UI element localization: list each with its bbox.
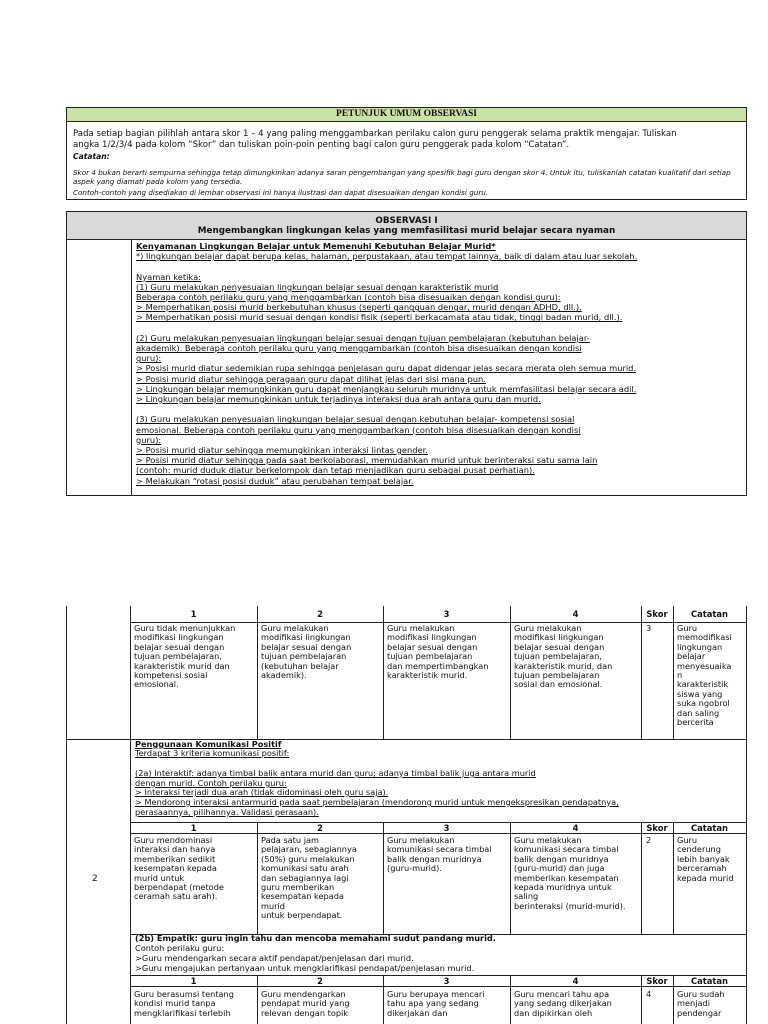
observasi-box xyxy=(66,211,747,496)
section-2b-line-2: Contoh perilaku guru: xyxy=(135,943,225,953)
section-2-title: Penggunaan Komunikasi Positif xyxy=(135,739,282,749)
observasi-line: Beberapa contoh perilaku guru yang menggambarkan (contoh bisa disesuaikan dengan kondisi guru): xyxy=(136,292,561,302)
petunjuk-line-1: Pada setiap bagian pilihlah antara skor 1 – 4 yang paling menggambarkan perilaku calon guru penggerak selama praktik mengajar. Tuliskan xyxy=(73,129,677,139)
b-header-skor: Skor xyxy=(646,976,668,986)
row2b-cell-1: Guru berasumsi tentang kondisi murid tanpa mengklarifikasi terlebih xyxy=(134,989,234,1018)
observasi-line: (2) Guru melakukan penyesuaian lingkungan belajar sesuai dengan tujuan pembelajaran (kebutuhan belajar- xyxy=(136,332,590,343)
observasi-line: > Memperhatikan posisi murid sesuai dengan kondisi fisik (seperti berkacamata atau tidak, tinggi badan murid, dll.). xyxy=(136,312,623,323)
row1-skor: 3 xyxy=(646,623,652,633)
row2a-catatan: Guru cenderung lebih banyak berceramah kepada murid xyxy=(677,835,734,883)
observasi-line: > Posisi murid diatur sehingga peragaan guru dapat dilihat jelas dari sisi mana pun. xyxy=(136,373,486,384)
a-header-4: 4 xyxy=(572,823,579,833)
observasi-subtitle: Mengembangkan lingkungan kelas yang memfasilitasi murid belajar secara nyaman xyxy=(197,226,616,236)
section-2a-line-1: (2a) Interaktif: adanya timbal balik antara murid dan guru; adanya timbal balik juga antara murid xyxy=(135,768,536,778)
row2a-cell-2: Pada satu jam pelajaran, sebagiannya (50%) guru melakukan komunikasi satu arah dan sebagiannya lagi guru memberikan kesempatan kepada murid untuk berpendapat. xyxy=(261,835,357,921)
row2b-cell-2: Guru mendengarkan pendapat murid yang relevan dengan topik xyxy=(261,989,350,1018)
row1-cell-1: Guru tidak menunjukkan modifikasi lingkungan belajar sesuai dengan tujuan pembelajaran, karakteristik murid dan kompetensi sosial emosional. xyxy=(134,623,236,690)
observasi-line: > Melakukan “rotasi posisi duduk” atau perubahan tempat belajar. xyxy=(136,475,414,486)
col-header-catatan: Catatan xyxy=(690,609,729,619)
observasi-line: > Posisi murid diatur sehingga memungkinkan interaksi lintas gender. xyxy=(136,445,428,455)
section-2-lead: Terdapat 3 kriteria komunikasi positif: xyxy=(135,748,290,758)
row2a-cell-1: Guru mendominasi interaksi dan hanya memberikan sedikit kesempatan kepada murid untuk berpendapat (metode ceramah satu arah). xyxy=(134,835,224,902)
observasi-line: (3) Guru melakukan penyesuaian lingkungan belajar sesuai dengan kebutuhan belajar- kompetensi sosial xyxy=(136,414,575,425)
a-header-catatan: Catatan xyxy=(690,823,729,833)
observasi-line: > Lingkungan belajar memungkinkan untuk terjadinya interaksi dua arah antara guru dan murid. xyxy=(136,394,541,404)
b-header-3: 3 xyxy=(443,976,450,986)
observasi-header xyxy=(67,212,746,240)
petunjuk-title: PETUNJUK UMUM OBSERVASI xyxy=(67,108,746,122)
section-2a-line-4: > Mendorong interaksi antarmurid pada saat pembelajaran (mendorong murid untuk mengekspresikan pendapatnya, xyxy=(135,797,619,807)
a-header-2: 2 xyxy=(317,823,323,833)
section-2a-line-3: > Interaksi terjadi dua arah (tidak didominasi oleh guru saja). xyxy=(135,787,389,797)
row2a-skor: 2 xyxy=(646,835,652,845)
observasi-title: OBSERVASI I xyxy=(375,216,438,226)
b-header-4: 4 xyxy=(572,976,579,986)
col-header-2: 2 xyxy=(317,609,323,619)
row1-cell-3: Guru melakukan modifikasi lingkungan belajar sesuai dengan tujuan pembelajaran dan mempertimbangkan karakteristik murid. xyxy=(387,623,489,681)
observasi-line: guru): xyxy=(136,434,162,445)
section-2-number: 2 xyxy=(92,874,98,884)
section-2b-line-4: >Guru mengajukan pertanyaan untuk mengklarifikasi pendapat/penjelasan murid. xyxy=(135,963,475,973)
a-header-1: 1 xyxy=(190,823,197,833)
row1-cell-2: Guru melakukan modifikasi lingkungan belajar sesuai dengan tujuan pembelajaran (kebutuhan belajar akademik). xyxy=(261,623,352,681)
observasi-line: akademik). Beberapa contoh perilaku guru yang menggambarkan (contoh bisa disesuaikan dengan kondisi xyxy=(136,343,582,353)
observasi-line: guru): xyxy=(136,353,162,364)
row2b-cell-4: Guru mencari tahu apa yang sedang dikerjakan dan dipikirkan oleh xyxy=(514,989,612,1018)
rubric-table xyxy=(66,606,747,1024)
petunjuk-note-1a: Skor 4 bukan berarti sempurna sehingga tetap dimungkinkan adanya saran pengembangan yang spesifik bagi guru dengan skor 4. Untuk itu, tuliskanlah catatan kualitatif dari setiap xyxy=(73,168,731,177)
col-header-1: 1 xyxy=(190,609,197,619)
col-header-4: 4 xyxy=(572,609,579,619)
col-header-skor: Skor xyxy=(646,609,668,619)
petunjuk-box xyxy=(66,107,747,200)
observasi-line: > Posisi murid diatur sehingga pada saat berkolaborasi, memudahkan murid untuk berinteraksi satu sama lain xyxy=(136,455,598,466)
row1-cell-4: Guru melakukan modifikasi lingkungan belajar sesuai dengan tujuan pembelajaran, karakteristik murid, dan tujuan pembelajaran sosial dan emosional. xyxy=(514,623,613,690)
petunjuk-note-2: Contoh-contoh yang disediakan di lembar observasi ini hanya ilustrasi dan dapat disesuaikan dengan kondisi guru. xyxy=(73,188,489,197)
petunjuk-line-2: angka 1/2/3/4 pada kolom “Skor” dan tuliskan poin-poin penting bagi calon guru penggerak pada kolom “Catatan”. xyxy=(73,140,570,150)
a-header-skor: Skor xyxy=(646,823,668,833)
catatan-label: Catatan: xyxy=(73,152,110,161)
row1-catatan: Guru memodifikasi lingkungan belajar menyesuaika n karakteristik siswa yang suka ngobrol dan saling bercerita xyxy=(677,623,732,728)
petunjuk-note-1b: aspek yang diamati pada kolom yang tersedia. xyxy=(73,177,243,186)
row2b-cell-3: Guru berupaya mencari tahu apa yang sedang dikerjakan dan xyxy=(387,989,485,1018)
a-header-3: 3 xyxy=(443,823,450,833)
b-header-2: 2 xyxy=(317,976,323,986)
b-header-1: 1 xyxy=(190,976,197,986)
col-header-3: 3 xyxy=(443,609,450,619)
observasi-col-divider xyxy=(131,239,132,495)
observasi-line: > Memperhatikan posisi murid berkebutuhan khusus (seperti gangguan dengar, murid dengan ADHD, dll.). xyxy=(136,302,582,313)
section-2a-line-2: dengan murid. Contoh perilaku guru: xyxy=(135,778,287,788)
row2a-cell-4: Guru melakukan komunikasi secara timbal balik dengan muridnya (guru-murid) dan juga memberikan kesempatan kepada muridnya untuk saling berinteraksi (murid-murid). xyxy=(514,835,626,911)
section-2b-line-1: (2b) Empatik: guru ingin tahu dan mencoba memahami sudut pandang murid. xyxy=(135,933,496,943)
observasi-line: (1) Guru melakukan penyesuaian lingkungan belajar sesuai dengan karakteristik murid xyxy=(136,281,499,292)
row2b-skor: 4 xyxy=(646,989,652,999)
observasi-line: *) lingkungan belajar dapat berupa kelas, halaman, perpustakaan, atau tempat lainnya, baik di dalam atau luar sekolah. xyxy=(136,251,638,262)
observasi-line: Nyaman ketika: xyxy=(136,271,201,282)
section-2b-line-3: >Guru mendengarkan secara aktif pendapat/penjelasan dari murid. xyxy=(135,953,414,963)
observasi-line: > Lingkungan belajar memungkinkan guru dapat menjangkau seluruh muridnya untuk memfasilitasi belajar secara adil. xyxy=(136,383,637,394)
observasi-line: emosional. Beberapa contoh perilaku guru yang menggambarkan (contoh bisa disesuaikan dengan kondisi xyxy=(136,424,581,435)
b-header-catatan: Catatan xyxy=(690,976,729,986)
section-2a-line-5: perasaannya, pilihannya. Validasi perasaan). xyxy=(135,807,319,817)
observasi-line: > Posisi murid diatur sedemikian rupa sehingga penjelasan guru dapat didengar jelas secara merata oleh semua murid. xyxy=(136,363,637,374)
row2a-cell-3: Guru melakukan komunikasi secara timbal balik dengan muridnya (guru-murid). xyxy=(387,835,492,874)
row2b-catatan: Guru sudah menjadi pendengar xyxy=(677,989,725,1018)
observasi-line: Kenyamanan Lingkungan Belajar untuk Memenuhi Kebutuhan Belajar Murid* xyxy=(136,241,496,251)
observasi-line: (contoh: murid duduk diatur berkelompok dan tetap menjadikan guru sebagai pusat perhatian). xyxy=(136,465,535,476)
